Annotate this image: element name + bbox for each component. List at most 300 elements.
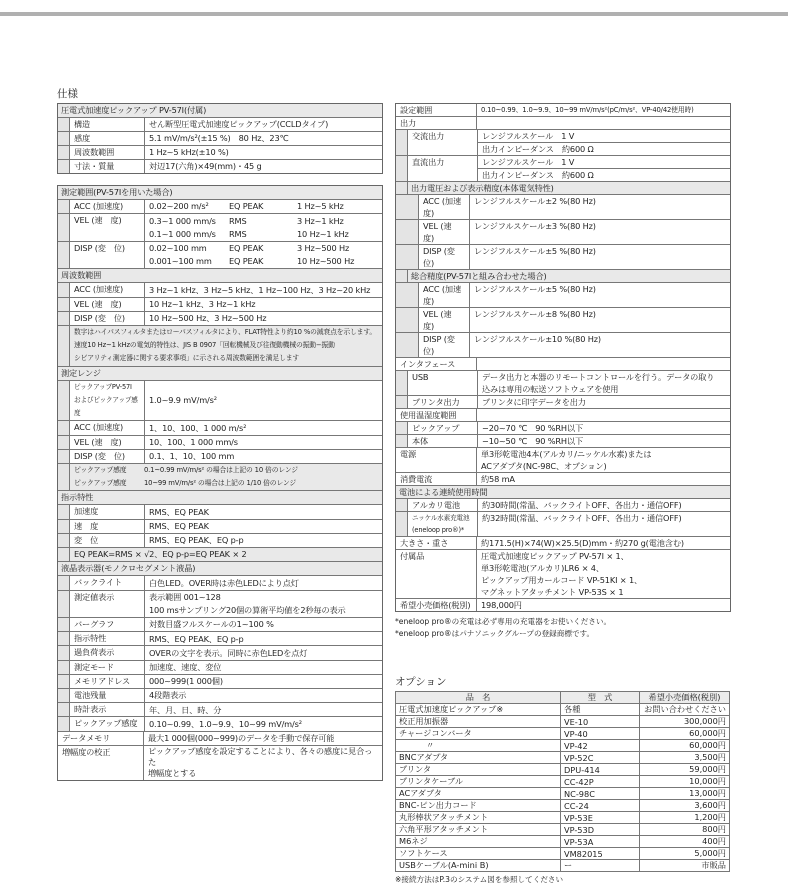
spec-value <box>145 576 382 589</box>
spec-label <box>396 358 477 370</box>
option-name: 校正用加振器 <box>396 716 561 728</box>
spec-label-text: VEL (速 度) <box>423 309 460 331</box>
section-header-label: 総合精度(PV-57Iと組み合わせた場合) <box>408 270 730 282</box>
option-model: DPU-414 <box>561 764 640 776</box>
spec-row <box>58 312 382 326</box>
option-name: USBケーブル(A-mini B) <box>396 860 561 872</box>
note-row <box>58 464 382 491</box>
option-name: プリンタケーブル <box>396 776 561 788</box>
spec-label-text: (eneloop pro®)* <box>412 526 465 534</box>
spec-label <box>408 156 478 181</box>
value-line: −10~50 ℃ 90 %RH以下 <box>482 435 584 446</box>
option-price: 13,000円 <box>640 788 730 800</box>
spec-row <box>396 130 730 156</box>
value-line: ピックアップ感度を設定することにより、各々の感度に見合った <box>148 745 373 767</box>
indent-spacer <box>396 422 408 434</box>
spec-label-text: 電池残量 <box>74 690 107 701</box>
spec-row <box>396 599 730 611</box>
spec-label <box>70 618 145 631</box>
indent-spacer <box>58 298 70 311</box>
spec-row <box>58 646 382 660</box>
value-cell: 10 Hz~500 Hz <box>297 256 355 267</box>
value-line: せん断型圧電式加速度ピックアップ(CCLDタイプ) <box>149 119 329 130</box>
spec-label-text: VEL (速 度) <box>74 298 122 309</box>
value-cell: RMS <box>229 228 247 239</box>
spec-label-text: 変 位 <box>74 534 99 545</box>
value-cell: EQ PEAK <box>229 256 264 267</box>
spec-value <box>477 537 730 549</box>
spec-label <box>70 646 145 659</box>
indent-spacer <box>396 245 419 269</box>
indent-spacer <box>58 242 70 268</box>
option-name: BNC-ピン出力コード <box>396 800 561 812</box>
spec-row <box>58 675 382 689</box>
value-line: −20~70 ℃ 90 %RH以下 <box>482 422 584 433</box>
indent-spacer <box>396 371 408 395</box>
spec-value <box>478 422 730 434</box>
spec-label-text: 本体 <box>412 436 429 446</box>
value-line <box>145 200 382 213</box>
option-model: VM82015 <box>561 848 640 860</box>
spec-row <box>58 421 382 435</box>
options-row <box>396 740 730 752</box>
option-name: ソフトケース <box>396 848 561 860</box>
spec-row <box>58 732 382 746</box>
options-row <box>396 836 730 848</box>
spec-label-text: 構造 <box>74 119 91 129</box>
spec-value <box>478 371 730 395</box>
indent-spacer <box>58 146 70 159</box>
spec-label-text: データメモリ <box>62 732 111 743</box>
option-model: VP-53A <box>561 836 640 848</box>
footnote: *eneloop pro®はパナソニックグループの登録商標です。 <box>395 629 595 638</box>
option-model: CC-24 <box>561 800 640 812</box>
spec-value <box>477 409 730 421</box>
spec-row <box>58 200 382 214</box>
spec-label <box>70 298 145 311</box>
indent-spacer <box>58 591 70 617</box>
options-row <box>396 716 730 728</box>
spec-value <box>145 160 382 173</box>
spec-label-text: VEL (速 度) <box>74 215 122 226</box>
spec-label-text: DISP (変 位) <box>74 312 125 323</box>
spec-row <box>396 371 730 396</box>
option-name: BNCアダプタ <box>396 752 561 764</box>
indent-spacer <box>58 312 70 325</box>
spec-value <box>145 520 382 533</box>
spec-label <box>70 661 145 674</box>
indent-spacer <box>58 675 70 688</box>
option-model: CC-42P <box>561 776 640 788</box>
spec-label <box>419 308 470 332</box>
spec-value <box>470 333 730 357</box>
spec-label <box>70 200 145 213</box>
value-line <box>145 242 382 255</box>
spec-row <box>396 358 730 371</box>
indent-spacer <box>396 435 408 447</box>
spec-label <box>408 130 478 155</box>
spec-row <box>58 661 382 675</box>
indent-spacer <box>58 576 70 589</box>
spec-label <box>419 283 470 307</box>
value-line: RMS、EQ PEAK、EQ p-p <box>149 633 244 644</box>
note-row <box>58 548 382 562</box>
value-line: レンジフルスケール±2 %(80 Hz) <box>474 195 596 206</box>
section-header-label: 電池による連続使用時間 <box>396 486 730 498</box>
spec-label-text: 周波数範囲 <box>74 147 115 157</box>
spec-row <box>58 450 382 464</box>
value-line: レンジフルスケール±10 %(80 Hz) <box>474 333 601 344</box>
value-line: レンジフルスケール±5 %(80 Hz) <box>474 245 596 256</box>
spec-value <box>470 283 730 307</box>
spec-label-text: 寸法・質量 <box>74 161 115 171</box>
indent-spacer <box>396 156 408 181</box>
indent-spacer <box>58 618 70 631</box>
spec-row <box>58 520 382 534</box>
options-row <box>396 800 730 812</box>
indent-spacer <box>58 632 70 645</box>
spec-label <box>58 732 144 745</box>
indent-spacer <box>396 308 419 332</box>
options-row <box>396 848 730 860</box>
value-line <box>145 214 382 227</box>
value-line: 年、月、日、時、分 <box>149 704 222 715</box>
spec-value <box>145 214 382 240</box>
spec-label-text: ニッケル水素充電池 <box>412 514 470 522</box>
spec-label <box>70 534 145 547</box>
spec-value <box>470 245 730 269</box>
value-line <box>478 524 730 536</box>
spec-label <box>70 675 145 688</box>
options-row <box>396 776 730 788</box>
indent-spacer <box>396 220 419 244</box>
option-price: 3,500円 <box>640 752 730 764</box>
value-line: 対数目盛フルスケールの1~100 % <box>149 619 274 630</box>
note-row <box>58 326 382 367</box>
value-line: 5.1 mV/m/s²(±15 %) 80 Hz、23℃ <box>149 133 289 144</box>
value-line: 約30時間(常温、バックライトOFF、各出力・通信OFF) <box>482 499 682 510</box>
spec-label <box>396 448 477 472</box>
spec-row <box>396 550 730 599</box>
spec-row <box>396 245 730 270</box>
spec-value <box>145 632 382 645</box>
spec-row <box>58 632 382 646</box>
options-row <box>396 728 730 740</box>
spec-row <box>396 283 730 308</box>
spec-value <box>145 242 382 268</box>
options-row <box>396 788 730 800</box>
spec-value <box>145 298 382 311</box>
value-line: 表示範囲 001~128 <box>149 591 221 602</box>
section-header <box>396 486 730 499</box>
option-price: 1,200円 <box>640 812 730 824</box>
section-header <box>58 269 382 283</box>
pickup-spec-table <box>57 103 383 174</box>
value-cell: 0.02~200 m/s² <box>149 201 209 212</box>
option-price: 3,600円 <box>640 800 730 812</box>
indent-spacer <box>58 436 70 449</box>
indent-spacer <box>58 132 70 145</box>
spec-row <box>58 591 382 618</box>
section-header-label: 測定レンジ <box>58 367 382 380</box>
indent-spacer <box>396 182 408 194</box>
indent-spacer <box>58 160 70 173</box>
value-line: 10 Hz~1 kHz、3 Hz~1 kHz <box>149 298 256 309</box>
value-line: 約32時間(常温、バックライトOFF、各出力・通信OFF) <box>482 512 682 523</box>
value-line: 0.1、1、10、100 mm <box>149 450 235 461</box>
note-cell: 0.1~0.99 mV/m/s² の場合は上記の 10 倍のレンジ <box>144 465 298 474</box>
spec-value <box>478 512 730 536</box>
value-line: 4段階表示 <box>149 690 187 701</box>
note-cell: ピックアップ感度 <box>74 479 127 488</box>
value-cell: 1 Hz~5 kHz <box>297 201 344 212</box>
value-line: RMS、EQ PEAK <box>149 520 209 531</box>
spec-label <box>70 118 145 131</box>
section-header-label: 出力電圧および表示精度(本体電気特性) <box>408 182 730 194</box>
spec-value <box>145 381 382 421</box>
indent-spacer <box>396 130 408 155</box>
right-column <box>395 103 731 886</box>
spec-row <box>58 132 382 146</box>
value-line: データ出力と本器のリモートコントロールを行う。データの取り <box>482 371 715 382</box>
spec-label <box>396 599 477 611</box>
section-header <box>58 186 382 200</box>
option-name: 丸形棒状アタッチメント <box>396 812 561 824</box>
value-line: レンジフルスケール 1 V <box>482 156 575 167</box>
note-line: 速度10 Hz~1 kHzの電気的特性は、JIS B 0907「回転機械及び往復動機械の振動−振動 <box>74 341 335 350</box>
spec-label-text: メモリアドレス <box>74 675 131 686</box>
option-price: 5,000円 <box>640 848 730 860</box>
indent-spacer <box>58 520 70 533</box>
value-line: 単3形乾電池4本(アルカリ/ニッケル水素)または <box>481 448 652 459</box>
spec-label <box>70 421 145 434</box>
options-row <box>396 860 730 872</box>
spec-label <box>70 312 145 325</box>
value-line: レンジフルスケール 1 V <box>482 130 575 141</box>
value-line: レンジフルスケール±5 %(80 Hz) <box>474 283 596 294</box>
spec-label-text: およびピックアップ感度 <box>74 395 138 418</box>
indent-spacer <box>58 326 70 366</box>
spec-value <box>477 550 730 598</box>
spec-label-text: ACC (加速度) <box>423 196 462 218</box>
option-price: 59,000円 <box>640 764 730 776</box>
spec-label-text: 設定範囲 <box>400 105 433 115</box>
spec-label <box>70 703 145 716</box>
spec-label-text: 指示特性 <box>74 633 107 644</box>
value-line: RMS、EQ PEAK <box>149 506 209 517</box>
spec-row <box>58 717 382 731</box>
option-name: 圧電式加速度ピックアップ※ <box>396 704 561 716</box>
value-line: RMS、EQ PEAK、EQ p-p <box>149 535 244 546</box>
spec-value <box>477 473 730 485</box>
spec-row <box>396 104 730 117</box>
spec-label-text: ピックアップ <box>412 423 460 433</box>
spec-row <box>58 534 382 548</box>
spec-row <box>58 703 382 717</box>
value-line: プリンタに印字データを出力 <box>482 396 586 407</box>
spec-label <box>70 576 145 589</box>
value-line: マグネットアタッチメント VP-53S × 1 <box>481 586 624 597</box>
spec-label <box>396 117 477 129</box>
footnote: *eneloop pro®の充電は必ず専用の充電器をお使いください。 <box>395 617 612 626</box>
spec-label <box>70 132 145 145</box>
spec-value <box>478 156 730 181</box>
spec-value <box>145 132 382 145</box>
spec-value <box>470 308 730 332</box>
spec-value <box>145 618 382 631</box>
spec-value <box>477 358 730 370</box>
spec-value <box>478 130 730 155</box>
spec-label <box>70 436 145 449</box>
indent-spacer <box>396 499 408 511</box>
note-text <box>70 548 382 561</box>
spec-label-text: 時計表示 <box>74 704 107 715</box>
value-line: 白色LED。OVER時は赤色LEDにより点灯 <box>149 577 299 588</box>
spec-value <box>478 499 730 511</box>
spec-value <box>145 146 382 159</box>
spec-row <box>396 499 730 512</box>
spec-value <box>145 689 382 702</box>
indent-spacer <box>58 283 70 296</box>
spec-label <box>396 104 477 116</box>
value-cell: 10 Hz~1 kHz <box>297 228 349 239</box>
value-line: 000~999(1 000個) <box>149 676 223 687</box>
spec-row <box>396 156 730 182</box>
spec-value <box>144 732 382 745</box>
value-cell: 3 Hz~1 kHz <box>297 215 344 226</box>
value-line: ACアダプタ(NC-98C、オプション) <box>481 460 607 471</box>
value-line: 増幅度とする <box>148 768 197 779</box>
section-header <box>58 367 382 381</box>
spec-row <box>58 381 382 422</box>
col-header-name: 品 名 <box>396 692 561 704</box>
spec-value <box>145 200 382 213</box>
spec-label <box>70 283 145 296</box>
spec-value <box>145 436 382 449</box>
value-line: 100 msサンプリング20個の算術平均値を2秒毎の表示 <box>149 605 346 616</box>
option-model: ー <box>561 860 640 872</box>
spec-value <box>145 534 382 547</box>
indent-spacer <box>396 270 408 282</box>
spec-row <box>396 409 730 422</box>
spec-label-text: 電源 <box>400 449 417 459</box>
spec-label-text: 速 度 <box>74 520 99 531</box>
value-line: 10 Hz~500 Hz、3 Hz~500 Hz <box>149 313 267 323</box>
value-cell: 3 Hz~500 Hz <box>297 243 350 254</box>
option-model: NC-98C <box>561 788 640 800</box>
spec-value <box>145 312 382 325</box>
options-row <box>396 764 730 776</box>
spec-label <box>419 195 470 219</box>
spec-row <box>58 160 382 173</box>
spec-label <box>408 512 478 536</box>
spec-label-text: 直流出力 <box>412 157 445 167</box>
spec-label <box>396 409 477 421</box>
spec-label-text: バックライト <box>74 577 122 588</box>
indent-spacer <box>58 661 70 674</box>
spec-label <box>408 435 478 447</box>
spec-row <box>58 505 382 519</box>
option-name: M6ネジ <box>396 836 561 848</box>
spec-value <box>478 396 730 408</box>
value-cell: 0.001~100 mm <box>149 256 212 267</box>
value-cell: 0.02~100 mm <box>149 243 207 254</box>
option-model: VP-42 <box>561 740 640 752</box>
spec-row <box>58 283 382 297</box>
option-model: VP-52C <box>561 752 640 764</box>
note-text <box>70 464 382 490</box>
spec-label-text: インタフェース <box>400 359 456 369</box>
spec-value <box>477 448 730 472</box>
spec-label-text: VEL (速 度) <box>74 436 122 447</box>
spec-row <box>396 435 730 448</box>
value-line: ピックアップ用カールコード VP-51KI × 1、 <box>481 574 643 585</box>
spec-label <box>396 473 477 485</box>
spec-label <box>396 537 477 549</box>
spec-label <box>70 505 145 518</box>
left-column <box>57 103 383 781</box>
spec-label-text: 消費電流 <box>400 474 433 484</box>
spec-label-text: 測定モード <box>74 661 114 672</box>
section-header-label: 測定範囲(PV-57Iを用いた場合) <box>58 186 382 199</box>
spec-value <box>477 599 730 611</box>
value-line: 対辺17(六角)×49(mm)・45 g <box>149 161 262 172</box>
spec-label <box>408 371 478 395</box>
value-cell: 0.1~1 000 mm/s <box>149 228 216 239</box>
value-line: 出力インピーダンス 約600 Ω <box>478 168 730 181</box>
indent-spacer <box>58 717 70 730</box>
value-line: 圧電式加速度ピックアップ PV-57I × 1、 <box>481 550 629 561</box>
indent-spacer <box>58 689 70 702</box>
value-cell: EQ PEAK <box>229 201 264 212</box>
section-header-label: 圧電式加速度ピックアップ PV-57I(付属) <box>58 104 382 117</box>
spec-label <box>408 396 478 408</box>
value-line: 1 Hz~5 kHz(±10 %) <box>149 147 229 158</box>
value-line: レンジフルスケール±8 %(80 Hz) <box>474 308 596 319</box>
options-title: オプション <box>395 676 447 688</box>
spec-label-text: 使用温湿度範囲 <box>400 410 457 420</box>
option-model: VP-53E <box>561 812 640 824</box>
spec-label <box>70 689 145 702</box>
indent-spacer <box>58 214 70 240</box>
spec-label-text: 希望小売価格(税別) <box>400 600 471 610</box>
value-line: 10、100、1 000 mm/s <box>149 436 238 447</box>
section-header <box>58 104 382 118</box>
value-line: 込みは専用の転送ソフトウェアを使用 <box>482 383 619 394</box>
value-line: 0.10~0.99、1.0~9.9、10~99 mV/m/s²(pC/m/s²、VP-40/42使用時) <box>481 105 694 114</box>
option-model: VE-10 <box>561 716 640 728</box>
option-price: 市販品 <box>640 860 730 872</box>
spec-row <box>396 308 730 333</box>
spec-row <box>58 618 382 632</box>
spec-label-text: 測定値表示 <box>74 591 115 602</box>
spec-label-text: DISP (変 位) <box>74 242 125 253</box>
spec-row <box>396 396 730 409</box>
spec-label <box>396 550 477 598</box>
spec-value <box>145 118 382 131</box>
indent-spacer <box>58 381 70 421</box>
spec-row <box>58 242 382 269</box>
spec-label <box>70 450 145 463</box>
indent-spacer <box>58 421 70 434</box>
option-price: 10,000円 <box>640 776 730 788</box>
main-spec-table <box>57 185 383 781</box>
option-model: 各種 <box>561 704 640 716</box>
value-line <box>145 228 382 241</box>
section-header <box>396 270 730 283</box>
spec-label <box>70 214 145 240</box>
spec-row <box>58 746 382 781</box>
